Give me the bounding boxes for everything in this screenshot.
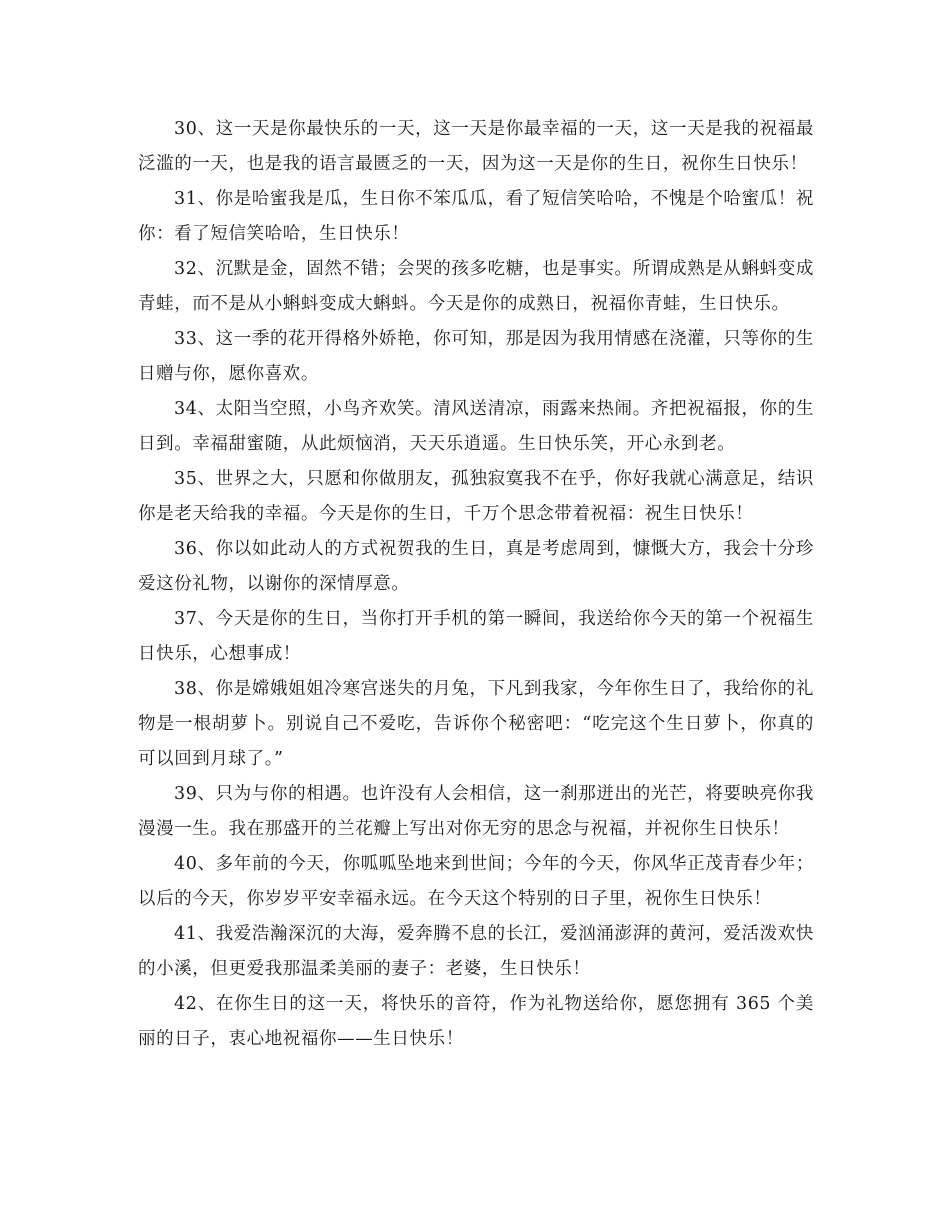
paragraph-37: 37、今天是你的生日，当你打开手机的第一瞬间，我送给你今天的第一个祝福生日快乐，心想事成！ [138, 609, 814, 664]
paragraph-38: 38、你是嫦娥姐姐冷寒宫迷失的月兔，下凡到我家，今年你生日了，我给你的礼物是一根胡萝卜。别说自己不爱吃，告诉你个秘密吧：“吃完这个生日萝卜，你真的可以回到月球了。” [138, 679, 814, 769]
paragraph-31: 31、你是哈蜜我是瓜，生日你不笨瓜瓜，看了短信笑哈哈，不愧是个哈蜜瓜！祝你：看了短信笑哈哈，生日快乐！ [138, 189, 814, 244]
paragraph-33: 33、这一季的花开得格外娇艳，你可知，那是因为我用情感在浇灌，只等你的生日赠与你，愿你喜欢。 [138, 329, 814, 384]
paragraph-41: 41、我爱浩瀚深沉的大海，爱奔腾不息的长江，爱汹涌澎湃的黄河，爱活泼欢快的小溪，但更爱我那温柔美丽的妻子：老婆，生日快乐！ [138, 924, 814, 979]
paragraph-36: 36、你以如此动人的方式祝贺我的生日，真是考虑周到，慷慨大方，我会十分珍爱这份礼物，以谢你的深情厚意。 [138, 539, 814, 594]
document-body [138, 112, 814, 1057]
paragraph-40: 40、多年前的今天，你呱呱坠地来到世间；今年的今天，你风华正茂青春少年；以后的今天，你岁岁平安幸福永远。在今天这个特别的日子里，祝你生日快乐！ [138, 854, 814, 909]
paragraph-30: 30、这一天是你最快乐的一天，这一天是你最幸福的一天，这一天是我的祝福最泛滥的一天，也是我的语言最匮乏的一天，因为这一天是你的生日，祝你生日快乐！ [138, 119, 814, 174]
paragraph-39: 39、只为与你的相遇。也许没有人会相信，这一刹那迸出的光芒，将要映亮你我漫漫一生。我在那盛开的兰花瓣上写出对你无穷的思念与祝福，并祝你生日快乐！ [138, 784, 814, 839]
paragraph-35: 35、世界之大，只愿和你做朋友，孤独寂寞我不在乎，你好我就心满意足，结识你是老天给我的幸福。今天是你的生日，千万个思念带着祝福：祝生日快乐！ [138, 469, 814, 524]
paragraph-42: 42、在你生日的这一天，将快乐的音符，作为礼物送给你，愿您拥有 365 个美丽的日子，衷心地祝福你——生日快乐！ [138, 994, 814, 1049]
paragraph-32: 32、沉默是金，固然不错；会哭的孩多吃糖，也是事实。所谓成熟是从蝌蚪变成青蛙，而不是从小蝌蚪变成大蝌蚪。今天是你的成熟日，祝福你青蛙，生日快乐。 [138, 259, 814, 314]
paragraph-34: 34、太阳当空照，小鸟齐欢笑。清风送清凉，雨露来热闹。齐把祝福报，你的生日到。幸福甜蜜随，从此烦恼消，天天乐逍遥。生日快乐笑，开心永到老。 [138, 399, 814, 454]
